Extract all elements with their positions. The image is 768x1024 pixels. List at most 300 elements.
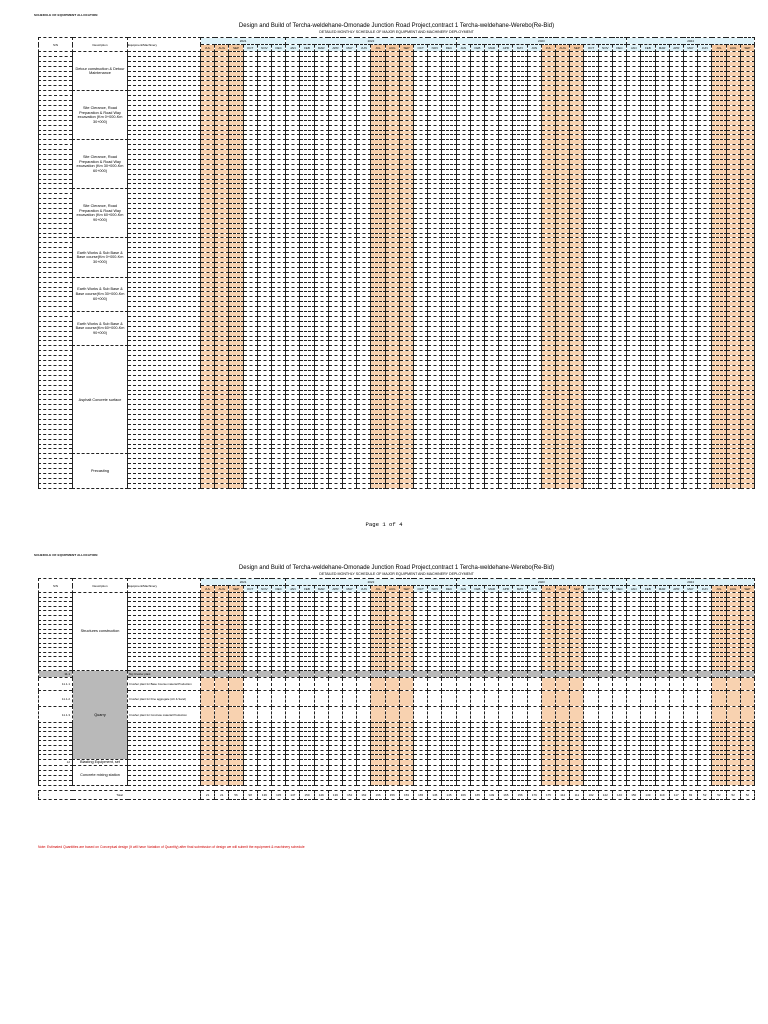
month-cell [328, 671, 342, 678]
month-cell [257, 691, 271, 707]
month-cell [527, 691, 541, 707]
month-cell [740, 691, 754, 707]
month-header: APR [328, 586, 342, 593]
month-cell [698, 483, 712, 488]
month-cell [541, 671, 555, 678]
month-header: FEB [470, 586, 484, 593]
page-subtitle-page2: DETAILED MONTHLY SCHEDULE OF MAJOR EQUIPMENT AND MACHINERY DEPLOYMENT [319, 572, 474, 576]
month-cell [712, 671, 726, 678]
month-cell [257, 678, 271, 691]
month-cell [399, 483, 413, 488]
group-description: Precasting [73, 454, 128, 488]
month-cell [428, 678, 442, 691]
month-cell [215, 678, 229, 691]
month-header: DEC [272, 45, 286, 52]
month-cell [698, 691, 712, 707]
month-cell [669, 483, 683, 488]
month-cell [399, 671, 413, 678]
month-header: JAN [627, 45, 641, 52]
month-cell [499, 483, 513, 488]
month-cell [556, 678, 570, 691]
month-header: JAN [456, 586, 470, 593]
month-header: JAN [627, 586, 641, 593]
month-cell [655, 691, 669, 707]
group-description: Site Clerance, Road Preparation & Road Way excavation (Km 60+000-Km 90+000) [73, 189, 128, 238]
month-cell [456, 691, 470, 707]
sn-cell [39, 483, 73, 488]
month-cell [328, 691, 342, 707]
month-cell [485, 483, 499, 488]
month-header: AUG [385, 45, 399, 52]
month-header: FEB [641, 586, 655, 593]
table-row [39, 483, 755, 488]
month-cell [456, 671, 470, 678]
month-cell [612, 671, 626, 678]
month-cell [414, 707, 428, 723]
year-header: 2024 [627, 38, 755, 45]
month-cell [669, 671, 683, 678]
month-cell [499, 678, 513, 691]
column-header-equipment: Equipment/Machinery [128, 38, 201, 52]
month-header: OCT [584, 586, 598, 593]
table-row [39, 678, 755, 691]
month-cell [556, 671, 570, 678]
month-cell [726, 483, 740, 488]
month-header: MAR [655, 45, 669, 52]
month-cell [527, 707, 541, 723]
month-cell [740, 678, 754, 691]
month-header: JUN [357, 586, 371, 593]
month-header: FEB [470, 45, 484, 52]
month-header: NOV [428, 586, 442, 593]
month-cell [314, 671, 328, 678]
month-header: APR [499, 45, 513, 52]
month-cell [655, 671, 669, 678]
month-cell [513, 691, 527, 707]
month-cell [499, 671, 513, 678]
month-cell [669, 678, 683, 691]
month-header: SEP [229, 586, 243, 593]
month-cell [442, 483, 456, 488]
month-cell [740, 707, 754, 723]
month-cell [627, 678, 641, 691]
column-header-equipment: Equipment/Machinery [128, 579, 201, 593]
month-cell [371, 671, 385, 678]
month-cell [655, 707, 669, 723]
month-header: OCT [584, 45, 598, 52]
month-cell [201, 691, 215, 707]
month-header: AUG [726, 586, 740, 593]
group-description: Site Clerance, Road Preparation & Road Way excavation (Km 30+000-Km 60+000) [73, 140, 128, 189]
sn-cell: 11.1 [39, 671, 73, 678]
month-cell [726, 691, 740, 707]
month-cell [399, 707, 413, 723]
month-cell [470, 691, 484, 707]
month-header: DEC [612, 45, 626, 52]
month-header: APR [328, 45, 342, 52]
month-cell [669, 691, 683, 707]
month-cell [556, 707, 570, 723]
month-cell [201, 678, 215, 691]
month-cell [598, 691, 612, 707]
month-cell [740, 671, 754, 678]
month-cell [485, 707, 499, 723]
month-cell [272, 671, 286, 678]
month-cell [683, 483, 697, 488]
month-header: SEP [740, 45, 754, 52]
equipment-cell: Mg Crusher plant [128, 671, 201, 678]
month-cell [414, 483, 428, 488]
month-cell [399, 678, 413, 691]
month-cell [357, 671, 371, 678]
month-header: JUL [201, 586, 215, 593]
month-cell [712, 678, 726, 691]
group-description: Earth Works & Sub Base & Base course(Km 0+000-Km 30+000) [73, 238, 128, 277]
month-header: OCT [243, 45, 257, 52]
month-cell [272, 678, 286, 691]
month-cell [712, 483, 726, 488]
month-cell [229, 691, 243, 707]
month-header: OCT [414, 586, 428, 593]
month-cell [314, 678, 328, 691]
month-cell [570, 707, 584, 723]
month-cell [328, 707, 342, 723]
month-cell [300, 483, 314, 488]
equipment-cell [128, 483, 201, 488]
month-header: MAY [343, 45, 357, 52]
month-cell [584, 671, 598, 678]
month-cell [655, 483, 669, 488]
month-header: SEP [740, 586, 754, 593]
month-cell [712, 691, 726, 707]
month-cell [300, 678, 314, 691]
month-cell [286, 483, 300, 488]
month-header: JUN [698, 45, 712, 52]
month-cell [527, 678, 541, 691]
schedule-table-page1 [38, 37, 755, 489]
month-cell [414, 691, 428, 707]
month-header: DEC [272, 586, 286, 593]
year-header: 2023 [456, 579, 626, 586]
month-header: SEP [570, 586, 584, 593]
year-header: 2022 [286, 579, 456, 586]
table-row [39, 691, 755, 707]
month-cell [612, 691, 626, 707]
group-description: Earth Works & Sub Base & Base course(Km 30+000-Km 60+000) [73, 277, 128, 311]
month-header: APR [669, 586, 683, 593]
equipment-cell: Crusher plant for Fine aggregate (AC & Sand) [128, 691, 201, 707]
month-cell [215, 483, 229, 488]
month-cell [627, 483, 641, 488]
month-cell [243, 691, 257, 707]
month-cell [641, 678, 655, 691]
month-cell [442, 678, 456, 691]
month-header: JUL [371, 586, 385, 593]
month-cell [257, 483, 271, 488]
month-cell [314, 707, 328, 723]
month-cell [627, 707, 641, 723]
month-header: AUG [215, 45, 229, 52]
month-header: NOV [428, 45, 442, 52]
table-row [39, 671, 755, 678]
month-header: DEC [442, 586, 456, 593]
month-cell [243, 678, 257, 691]
month-cell [428, 671, 442, 678]
group-description: Structures construction [73, 593, 128, 671]
month-cell [683, 691, 697, 707]
schedule-table-page2 [38, 578, 755, 800]
month-cell [357, 483, 371, 488]
month-cell [655, 678, 669, 691]
month-cell [343, 483, 357, 488]
month-cell [314, 691, 328, 707]
column-header-description: Description [73, 579, 128, 593]
month-cell [570, 483, 584, 488]
group-description: Asphalt Concrete surface [73, 346, 128, 454]
column-header-sn: S/N [39, 579, 73, 593]
month-cell [456, 707, 470, 723]
month-cell [698, 707, 712, 723]
column-header-sn: S/N [39, 38, 73, 52]
month-cell [385, 707, 399, 723]
year-header: 2021 [201, 579, 286, 586]
month-header: AUG [385, 586, 399, 593]
month-cell [456, 483, 470, 488]
month-header: JUN [357, 45, 371, 52]
month-header: OCT [243, 586, 257, 593]
month-header: JUL [541, 586, 555, 593]
month-cell [612, 678, 626, 691]
month-header: NOV [598, 586, 612, 593]
month-cell [414, 678, 428, 691]
group-description: Quarry [73, 671, 128, 760]
month-cell [598, 483, 612, 488]
month-cell [357, 707, 371, 723]
month-cell [698, 671, 712, 678]
month-cell [726, 671, 740, 678]
month-cell [485, 691, 499, 707]
month-cell [286, 678, 300, 691]
month-header: MAR [314, 45, 328, 52]
month-header: AUG [726, 45, 740, 52]
month-header: APR [669, 45, 683, 52]
month-header: FEB [300, 586, 314, 593]
month-cell [399, 691, 413, 707]
month-cell [257, 707, 271, 723]
page-subtitle: DETAILED MONTHLY SCHEDULE OF MAJOR EQUIPMENT AND MACHINERY DEPLOYMENT [319, 30, 474, 34]
month-cell [683, 707, 697, 723]
month-cell [343, 671, 357, 678]
month-header: AUG [556, 45, 570, 52]
month-cell [740, 483, 754, 488]
corner-label-page2: SCHEDULE OF EQUIPMENT ALLOCATION [34, 553, 98, 557]
year-header: 2023 [456, 38, 626, 45]
month-cell [371, 691, 385, 707]
month-header: JUL [201, 45, 215, 52]
month-cell [556, 483, 570, 488]
month-cell [357, 678, 371, 691]
month-header: JUL [541, 45, 555, 52]
sn-cell: 11.1.3 [39, 707, 73, 723]
month-cell [385, 483, 399, 488]
month-cell [215, 691, 229, 707]
month-cell [556, 691, 570, 707]
page-title: Design and Build of Tercha-weldehane-Omonade Junction Road Project,contract 1 Tercha-weldehane-Werebo(Re-Bid) [238, 23, 555, 29]
month-cell [371, 483, 385, 488]
month-cell [243, 707, 257, 723]
month-cell [215, 707, 229, 723]
equipment-cell: Crusher plant for Base Course material Production [128, 678, 201, 691]
month-cell [428, 691, 442, 707]
sn-cell: 11.1.1 [39, 678, 73, 691]
month-cell [229, 678, 243, 691]
month-cell [584, 707, 598, 723]
month-cell [243, 483, 257, 488]
month-header: NOV [257, 45, 271, 52]
month-cell [357, 691, 371, 707]
month-cell [201, 483, 215, 488]
month-header: AUG [215, 586, 229, 593]
month-cell [314, 483, 328, 488]
month-cell [499, 707, 513, 723]
month-header: FEB [300, 45, 314, 52]
month-header: JAN [286, 45, 300, 52]
month-cell [570, 691, 584, 707]
month-cell [229, 707, 243, 723]
month-header: AUG [556, 586, 570, 593]
group-description: Site Clerance, Road Preparation & Road Way excavation (Km 0+000-Km 30+000) [73, 91, 128, 140]
month-cell [428, 483, 442, 488]
year-header: 2024 [627, 579, 755, 586]
group-description: Earth Works & Sub Base & Base course(Km 60+000-Km 90+000) [73, 312, 128, 346]
month-cell [371, 678, 385, 691]
month-cell [272, 707, 286, 723]
month-cell [470, 671, 484, 678]
month-cell [385, 671, 399, 678]
month-header: JUL [712, 45, 726, 52]
month-cell [712, 707, 726, 723]
month-cell [527, 483, 541, 488]
page-footer: Page 1 of 4 [365, 521, 403, 528]
month-header: JUN [527, 45, 541, 52]
month-cell [485, 671, 499, 678]
month-cell [726, 707, 740, 723]
month-header: JAN [286, 586, 300, 593]
month-header: OCT [414, 45, 428, 52]
month-header: MAY [683, 45, 697, 52]
page-title-page2: Design and Build of Tercha-weldehane-Omonade Junction Road Project,contract 1 Tercha-weldehane-Werebo(Re-Bid) [238, 565, 555, 571]
month-header: MAY [683, 586, 697, 593]
month-cell [286, 707, 300, 723]
month-cell [470, 707, 484, 723]
month-cell [584, 691, 598, 707]
month-header: JUL [371, 45, 385, 52]
month-cell [513, 671, 527, 678]
month-cell [598, 678, 612, 691]
month-cell [513, 707, 527, 723]
month-cell [584, 483, 598, 488]
month-cell [683, 671, 697, 678]
month-header: MAR [485, 586, 499, 593]
month-cell [229, 483, 243, 488]
month-cell [527, 671, 541, 678]
month-cell [485, 678, 499, 691]
month-cell [698, 678, 712, 691]
month-header: MAY [343, 586, 357, 593]
month-cell [641, 483, 655, 488]
month-header: SEP [570, 45, 584, 52]
month-cell [541, 691, 555, 707]
month-cell [442, 691, 456, 707]
table-row [39, 707, 755, 723]
month-header: NOV [257, 586, 271, 593]
month-cell [343, 707, 357, 723]
month-cell [272, 483, 286, 488]
month-cell [470, 483, 484, 488]
month-cell [641, 707, 655, 723]
month-cell [300, 707, 314, 723]
month-cell [499, 691, 513, 707]
month-cell [371, 707, 385, 723]
month-cell [598, 707, 612, 723]
month-cell [229, 671, 243, 678]
year-header: 2021 [201, 38, 286, 45]
month-header: JUN [698, 586, 712, 593]
month-header: MAY [513, 45, 527, 52]
month-cell [726, 678, 740, 691]
month-header: MAR [485, 45, 499, 52]
month-cell [627, 691, 641, 707]
month-cell [627, 671, 641, 678]
group-description: Detour construction & Detour Maintenance [73, 52, 128, 91]
month-header: SEP [399, 586, 413, 593]
month-cell [300, 691, 314, 707]
year-header: 2022 [286, 38, 456, 45]
month-header: SEP [229, 45, 243, 52]
month-cell [513, 483, 527, 488]
month-cell [385, 691, 399, 707]
month-cell [541, 483, 555, 488]
month-header: JAN [456, 45, 470, 52]
month-header: APR [499, 586, 513, 593]
month-cell [286, 691, 300, 707]
month-header: MAR [655, 586, 669, 593]
month-header: NOV [598, 45, 612, 52]
month-cell [541, 707, 555, 723]
month-cell [257, 671, 271, 678]
month-header: MAR [314, 586, 328, 593]
month-cell [328, 678, 342, 691]
month-cell [513, 678, 527, 691]
month-cell [456, 678, 470, 691]
month-header: JUN [527, 586, 541, 593]
month-cell [215, 671, 229, 678]
month-cell [201, 707, 215, 723]
month-cell [612, 483, 626, 488]
month-cell [442, 671, 456, 678]
month-cell [442, 707, 456, 723]
month-cell [243, 671, 257, 678]
month-cell [385, 678, 399, 691]
month-cell [683, 678, 697, 691]
sn-cell: 11.1.2 [39, 691, 73, 707]
month-cell [641, 691, 655, 707]
column-header-description: Description [73, 38, 128, 52]
month-cell [641, 671, 655, 678]
corner-label: SCHEDULE OF EQUIPMENT ALLOCATION [34, 13, 98, 17]
month-header: DEC [612, 586, 626, 593]
month-cell [570, 678, 584, 691]
